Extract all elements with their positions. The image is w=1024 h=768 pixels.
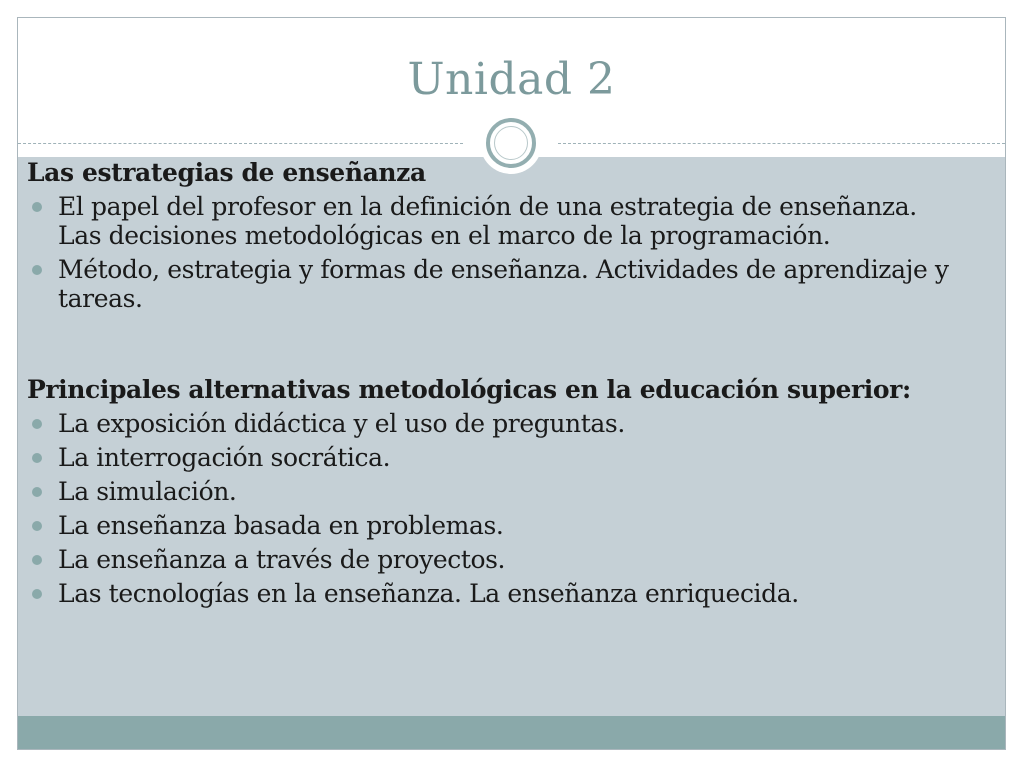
bullet-item: Las tecnologías en la enseñanza. La enseñanza enriquecida. (27, 579, 967, 608)
slide-title: Unidad 2 (407, 54, 616, 105)
section-heading: Las estrategias de enseñanza (27, 158, 426, 187)
bullet-item: La interrogación socrática. (27, 443, 967, 472)
bullet-list (27, 192, 967, 313)
bullet-item: El papel del profesor en la definición de una estrategia de enseñanza. Las decisiones metodológicas en el marco de la programación. (27, 192, 967, 250)
bullet-item: Método, estrategia y formas de enseñanza. Actividades de aprendizaje y tareas. (27, 255, 967, 313)
slide-body (27, 158, 967, 608)
section-heading: Principales alternativas metodológicas en la educación superior: (27, 375, 911, 404)
bullet-item: La enseñanza a través de proyectos. (27, 545, 967, 574)
bullet-item: La simulación. (27, 477, 967, 506)
bullet-item: La enseñanza basada en problemas. (27, 511, 967, 540)
title-divider-right (558, 143, 1005, 144)
bullet-item: La exposición didáctica y el uso de preguntas. (27, 409, 967, 438)
title-divider-left (18, 143, 463, 144)
bullet-list (27, 409, 967, 608)
bottom-band (18, 716, 1005, 750)
